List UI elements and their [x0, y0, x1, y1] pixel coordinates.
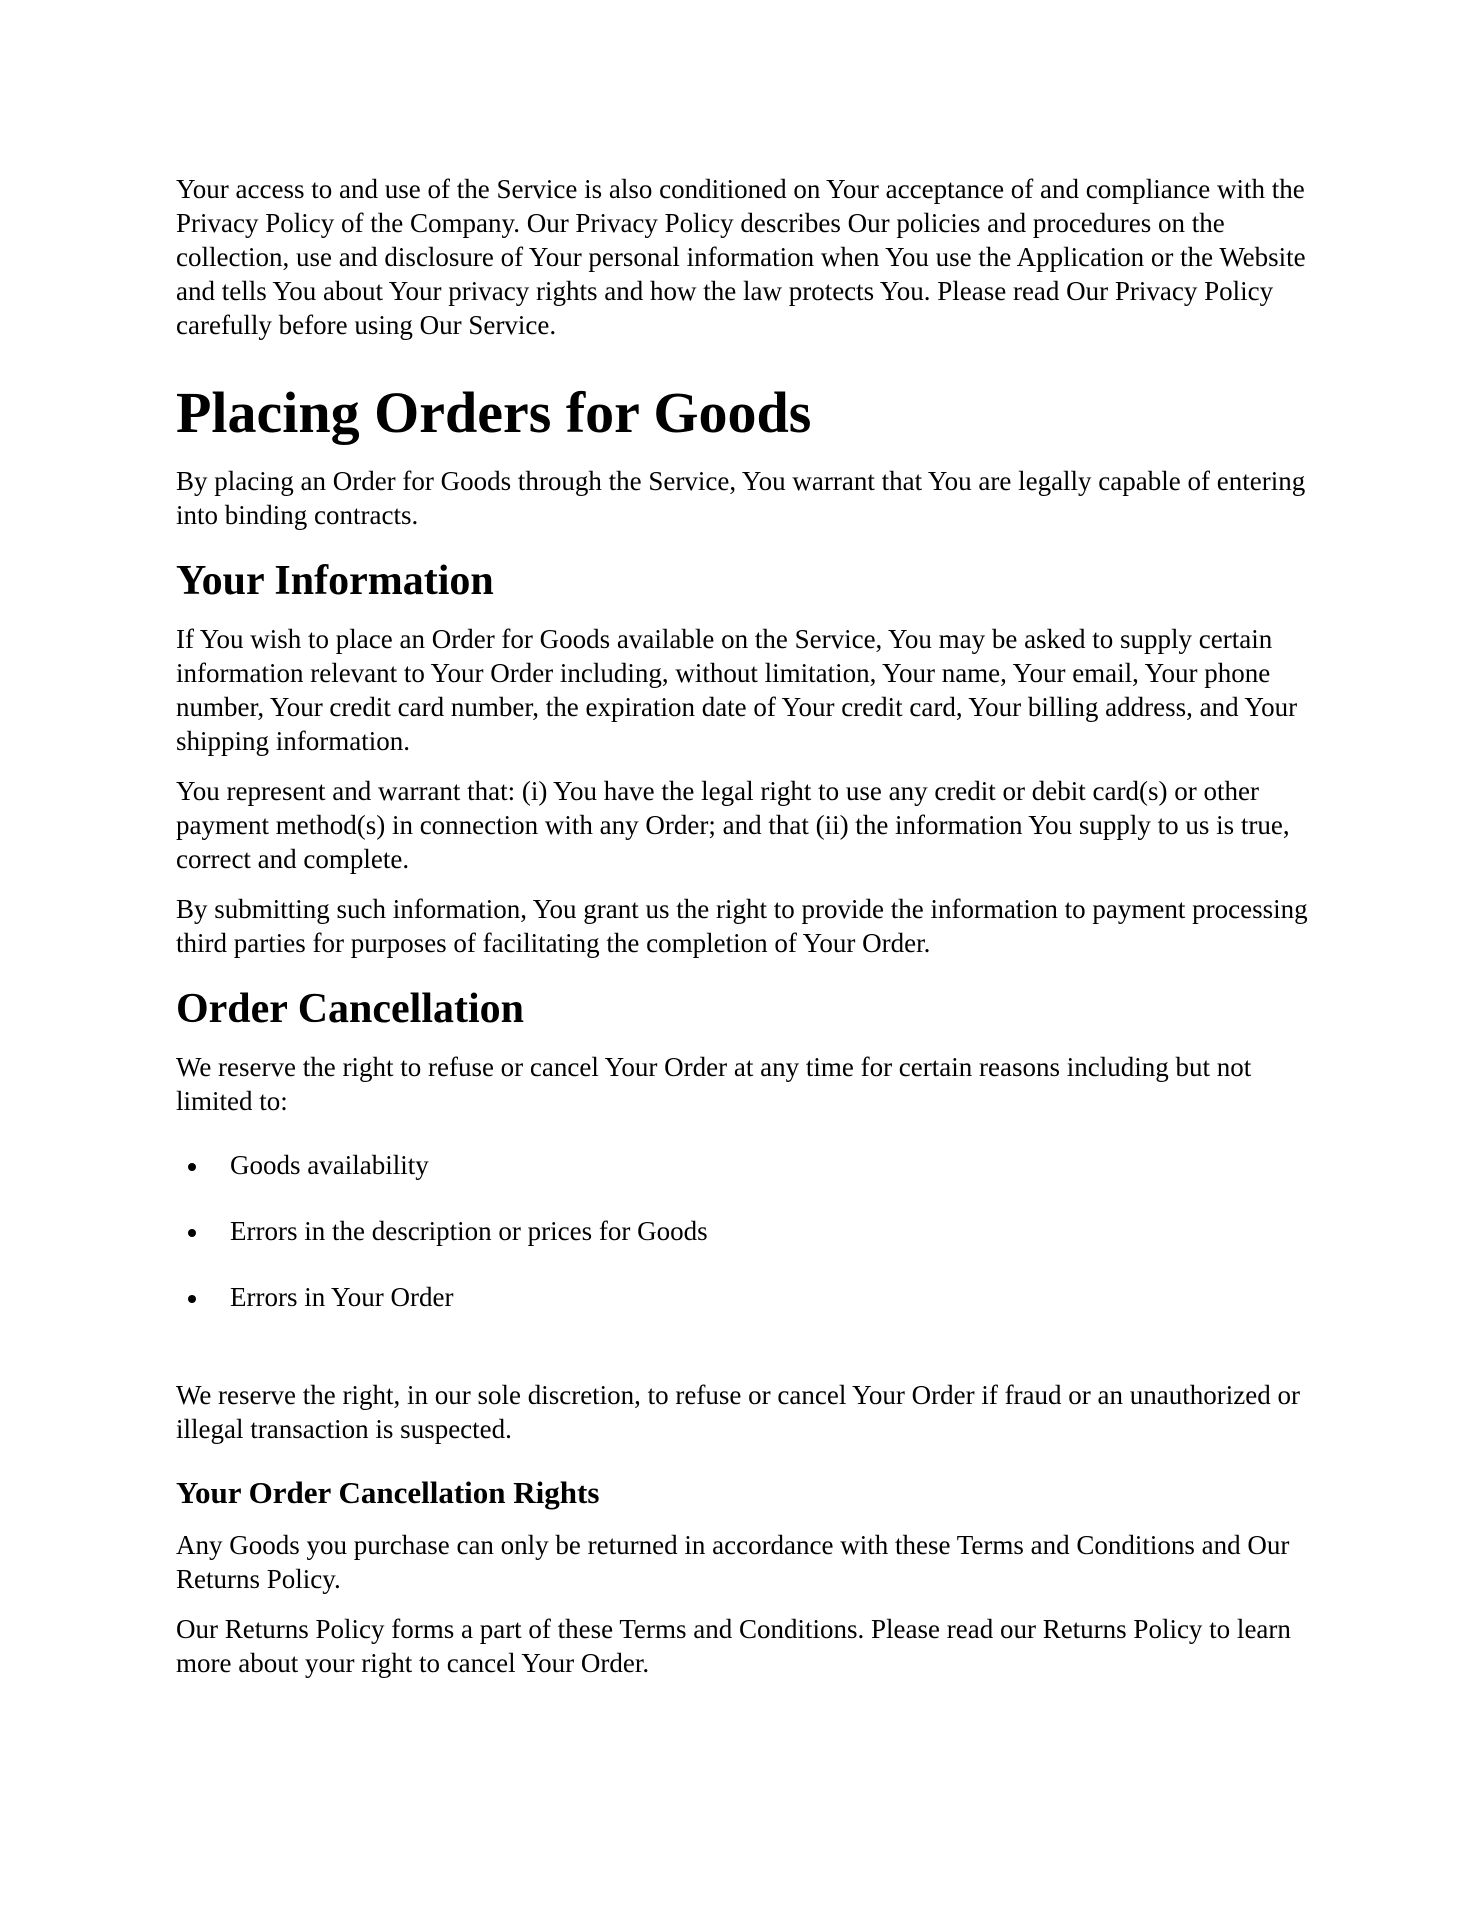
cancellation-rights-paragraph-1: Any Goods you purchase can only be returned in accordance with these Terms and Conditions and Our Returns Policy.	[176, 1530, 1290, 1594]
list-item-text: Goods availability	[230, 1150, 429, 1180]
placing-orders-paragraph: By placing an Order for Goods through the Service, You warrant that You are legally capable of entering into binding contracts.	[176, 466, 1306, 530]
list-item	[176, 1214, 1316, 1248]
document-page	[176, 172, 1316, 1680]
your-information-paragraph-1: If You wish to place an Order for Goods available on the Service, You may be asked to supply certain information relevant to Your Order including, without limitation, Your name, Your email, Your phone number, Your credit card number, the expiration date of Your credit card, Your billing address, and Your shipping information.	[176, 624, 1298, 756]
heading-cancellation-rights: Your Order Cancellation Rights	[176, 1475, 600, 1510]
intro-paragraph: Your access to and use of the Service is also conditioned on Your acceptance of and compliance with the Privacy Policy of the Company. Our Privacy Policy describes Our policies and procedures on the collection, use and disclosure of Your personal information when You use the Application or the Website and tells You about Your privacy rights and how the law protects You. Please read Our Privacy Policy carefully before using Our Service.	[176, 174, 1306, 340]
order-cancellation-paragraph: We reserve the right to refuse or cancel Your Order at any time for certain reasons including but not limited to:	[176, 1052, 1252, 1116]
bullet-icon	[188, 1229, 196, 1237]
heading-placing-orders: Placing Orders for Goods	[176, 380, 812, 445]
list-item	[176, 1280, 1316, 1314]
heading-order-cancellation: Order Cancellation	[176, 986, 525, 1032]
your-information-paragraph-3: By submitting such information, You grant us the right to provide the information to payment processing third parties for purposes of facilitating the completion of Your Order.	[176, 894, 1308, 958]
cancellation-rights-paragraph-2: Our Returns Policy forms a part of these Terms and Conditions. Please read our Returns Policy to learn more about your right to cancel Your Order.	[176, 1614, 1291, 1678]
bullet-icon	[188, 1163, 196, 1171]
bullet-icon	[188, 1295, 196, 1303]
heading-your-information: Your Information	[176, 558, 494, 604]
your-information-paragraph-2: You represent and warrant that: (i) You have the legal right to use any credit or debit card(s) or other payment method(s) in connection with any Order; and that (ii) the information You supply to us is true, correct and complete.	[176, 776, 1290, 874]
list-item-text: Errors in Your Order	[230, 1282, 454, 1312]
order-cancellation-paragraph-after: We reserve the right, in our sole discretion, to refuse or cancel Your Order if fraud or an unauthorized or illegal transaction is suspected.	[176, 1380, 1300, 1444]
list-item	[176, 1148, 1316, 1182]
list-item-text: Errors in the description or prices for Goods	[230, 1216, 708, 1246]
cancellation-reasons-list	[176, 1148, 1316, 1314]
